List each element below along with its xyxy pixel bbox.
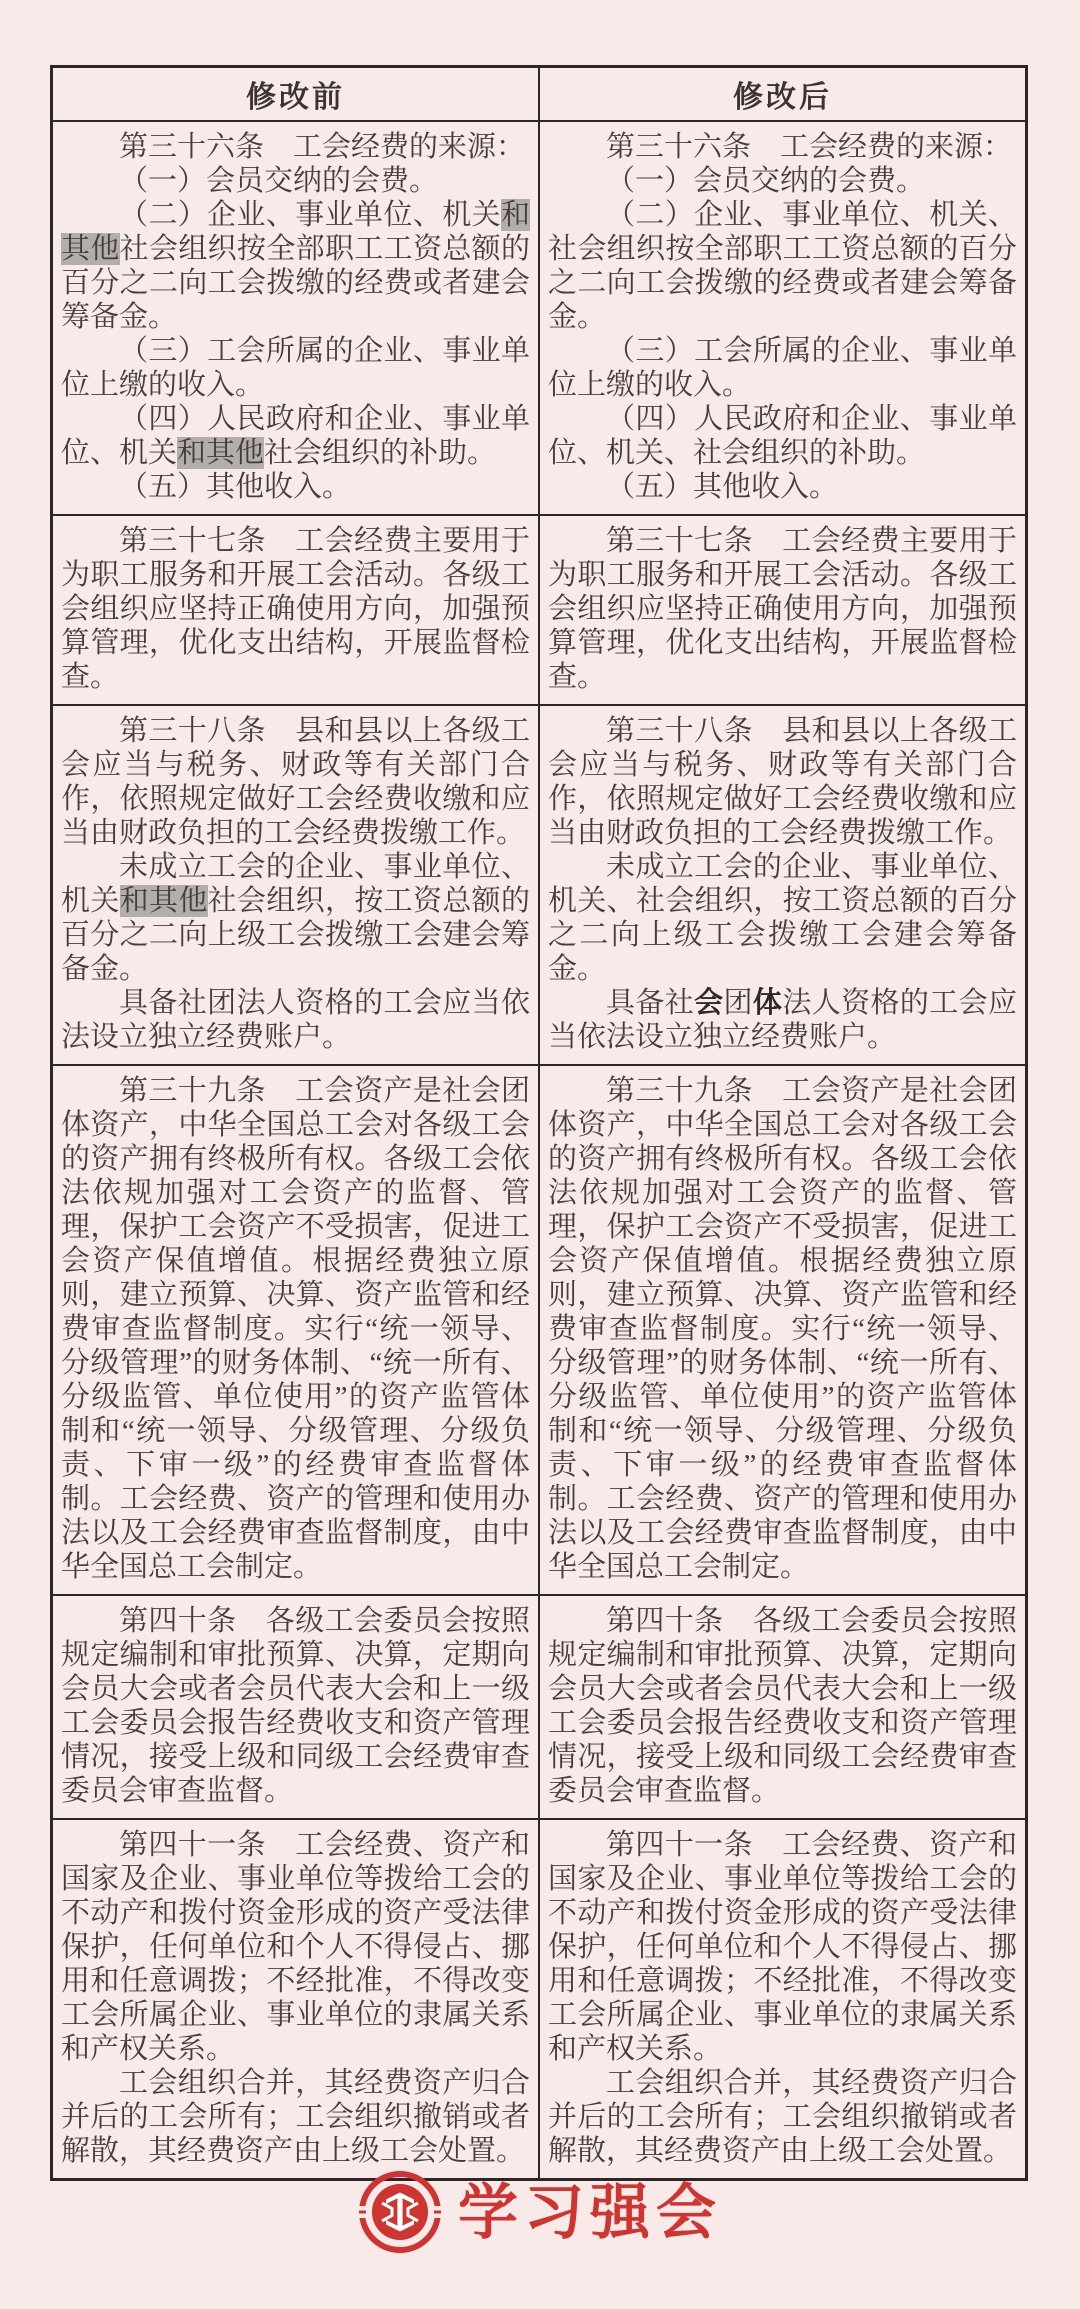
cell-after [539, 1595, 1027, 1819]
deleted-text: 和其他 [61, 199, 530, 265]
paragraph [61, 524, 530, 694]
table-row [52, 705, 1027, 1065]
text-segment: 第四十条 各级工会委员会按照规定编制和审批预算、决算，定期向会员大会或者会员代表大会和上一级工会委员会报告经费收支和资产管理情况，接受上级和同级工会经费审查委员会审查监督。 [61, 1605, 530, 1807]
text-segment: （二）企业、事业单位、机关 [119, 199, 501, 231]
column-header-after: 修改后 [539, 67, 1027, 122]
added-text: 会 [694, 987, 724, 1019]
text-segment: 未成立工会的企业、事业单位、机关 [61, 851, 530, 917]
paragraph [548, 198, 1017, 334]
paragraph [548, 714, 1017, 850]
paragraph [548, 334, 1017, 402]
text-segment: 社会组织的补助。 [264, 437, 497, 469]
table-row [52, 1595, 1027, 1819]
cell-before [52, 515, 540, 705]
paragraph [61, 1074, 530, 1584]
table-row [52, 1065, 1027, 1595]
union-emblem-icon [358, 2170, 442, 2254]
paragraph [548, 164, 1017, 198]
text-segment: 社会组织，按工资总额的百分之二向上级工会拨缴工会建会筹备金。 [61, 885, 530, 985]
cell-after [539, 705, 1027, 1065]
logo-wordmark: 学习强会 [458, 2179, 722, 2246]
text-segment: 第三十八条 县和县以上各级工会应当与税务、财政等有关部门合作，依照规定做好工会经费收缴和应当由财政负担的工会经费拨缴工作。 [548, 715, 1017, 849]
paragraph [548, 524, 1017, 694]
text-segment: 团 [723, 987, 753, 1019]
paragraph [61, 1828, 530, 2066]
paragraph [548, 1604, 1017, 1808]
text-segment: （四）人民政府和企业、事业单位、机关 [61, 403, 530, 469]
deleted-text: 和其他 [177, 437, 265, 469]
table-row [52, 121, 1027, 515]
text-segment: 具备社 [606, 987, 695, 1019]
cell-before [52, 121, 540, 515]
table-row [52, 1819, 1027, 2180]
text-segment: 第三十六条 工会经费的来源： [119, 131, 526, 163]
cell-before [52, 1595, 540, 1819]
text-segment: （一）会员交纳的会费。 [119, 165, 439, 197]
paragraph [61, 470, 530, 504]
cell-before [52, 1819, 540, 2180]
footer [0, 2170, 1080, 2254]
paragraph [61, 2066, 530, 2168]
cell-before [52, 705, 540, 1065]
text-segment: 第三十九条 工会资产是社会团体资产，中华全国总工会对各级工会的资产拥有终极所有权。各级工会依法依规加强对工会资产的监督、管理，保护工会资产不受损害，促进工会资产保值增值。根据经费独立原则，建立预算、决算、资产监管和经费审查监督制度。实行“统一领导、分级管理”的财务体制、“统一所有、分级监管、单位使用”的资产监管体制和“统一领导、分级管理、分级负责、下审一级”的经费审查监督体制。工会经费、资产的管理和使用办法以及工会经费审查监督制度，由中华全国总工会制定。 [548, 1075, 1017, 1583]
paragraph [548, 986, 1017, 1054]
text-segment: 第三十七条 工会经费主要用于为职工服务和开展工会活动。各级工会组织应坚持正确使用方向，加强预算管理，优化支出结构，开展监督检查。 [61, 525, 530, 693]
paragraph [61, 714, 530, 850]
paragraph [61, 164, 530, 198]
cell-after [539, 121, 1027, 515]
table-header-row [52, 67, 1027, 122]
cell-before [52, 1065, 540, 1595]
text-segment: （三）工会所属的企业、事业单位上缴的收入。 [548, 335, 1017, 401]
deleted-text: 和其他 [119, 885, 208, 917]
paragraph [61, 334, 530, 402]
text-segment: 第三十七条 工会经费主要用于为职工服务和开展工会活动。各级工会组织应坚持正确使用方向，加强预算管理，优化支出结构，开展监督检查。 [548, 525, 1017, 693]
text-segment: （三）工会所属的企业、事业单位上缴的收入。 [61, 335, 530, 401]
text-segment: 未成立工会的企业、事业单位、机关、社会组织，按工资总额的百分之二向上级工会拨缴工会建会筹备金。 [548, 851, 1017, 985]
added-text: 体 [752, 987, 783, 1019]
paragraph [61, 130, 530, 164]
text-segment: 第四十一条 工会经费、资产和国家及企业、事业单位等拨给工会的不动产和拨付资金形成的资产受法律保护，任何单位和个人不得侵占、挪用和任意调拨；不经批准，不得改变工会所属企业、事业单位的隶属关系和产权关系。 [61, 1829, 530, 2065]
text-segment: 第四十条 各级工会委员会按照规定编制和审批预算、决算，定期向会员大会或者会员代表大会和上一级工会委员会报告经费收支和资产管理情况，接受上级和同级工会经费审查委员会审查监督。 [548, 1605, 1017, 1807]
text-segment: 具备社团法人资格的工会应当依法设立独立经费账户。 [61, 987, 530, 1053]
text-segment: （四）人民政府和企业、事业单位、机关、社会组织的补助。 [548, 403, 1017, 469]
cell-after [539, 515, 1027, 705]
text-segment: 社会组织按全部职工工资总额的百分之二向工会拨缴的经费或者建会筹备金。 [61, 233, 530, 333]
paragraph [548, 850, 1017, 986]
text-segment: （二）企业、事业单位、机关、社会组织按全部职工工资总额的百分之二向工会拨缴的经费或者建会筹备金。 [548, 199, 1017, 333]
paragraph [61, 402, 530, 470]
text-segment: 第三十九条 工会资产是社会团体资产，中华全国总工会对各级工会的资产拥有终极所有权。各级工会依法依规加强对工会资产的监督、管理，保护工会资产不受损害，促进工会资产保值增值。根据经费独立原则，建立预算、决算、资产监管和经费审查监督制度。实行“统一领导、分级管理”的财务体制、“统一所有、分级监管、单位使用”的资产监管体制和“统一领导、分级管理、分级负责、下审一级”的经费审查监督体制。工会经费、资产的管理和使用办法以及工会经费审查监督制度，由中华全国总工会制定。 [61, 1075, 530, 1583]
comparison-table-container [50, 65, 1028, 2181]
text-segment: 工会组织合并，其经费资产归合并后的工会所有；工会组织撤销或者解散，其经费资产由上级工会处置。 [61, 2067, 530, 2167]
text-segment: （五）其他收入。 [119, 471, 352, 503]
text-segment: 法人资格的工会应当依法设立独立经费账户。 [548, 987, 1017, 1053]
paragraph [548, 2066, 1017, 2168]
paragraph [61, 1604, 530, 1808]
cell-after [539, 1065, 1027, 1595]
paragraph [61, 850, 530, 986]
table-row [52, 515, 1027, 705]
column-header-before: 修改前 [52, 67, 540, 122]
comparison-rows [52, 121, 1027, 2180]
paragraph [548, 1074, 1017, 1584]
text-segment: 第三十六条 工会经费的来源： [606, 131, 1013, 163]
paragraph [61, 986, 530, 1054]
comparison-table [50, 65, 1028, 2181]
text-segment: （五）其他收入。 [606, 471, 839, 503]
paragraph [548, 1828, 1017, 2066]
paragraph [548, 130, 1017, 164]
paragraph [548, 470, 1017, 504]
text-segment: 第四十一条 工会经费、资产和国家及企业、事业单位等拨给工会的不动产和拨付资金形成的资产受法律保护，任何单位和个人不得侵占、挪用和任意调拨；不经批准，不得改变工会所属企业、事业单位的隶属关系和产权关系。 [548, 1829, 1017, 2065]
paragraph [548, 402, 1017, 470]
text-segment: （一）会员交纳的会费。 [606, 165, 926, 197]
text-segment: 第三十八条 县和县以上各级工会应当与税务、财政等有关部门合作，依照规定做好工会经费收缴和应当由财政负担的工会经费拨缴工作。 [61, 715, 530, 849]
paragraph [61, 198, 530, 334]
text-segment: 工会组织合并，其经费资产归合并后的工会所有；工会组织撤销或者解散，其经费资产由上级工会处置。 [548, 2067, 1017, 2167]
cell-after [539, 1819, 1027, 2180]
